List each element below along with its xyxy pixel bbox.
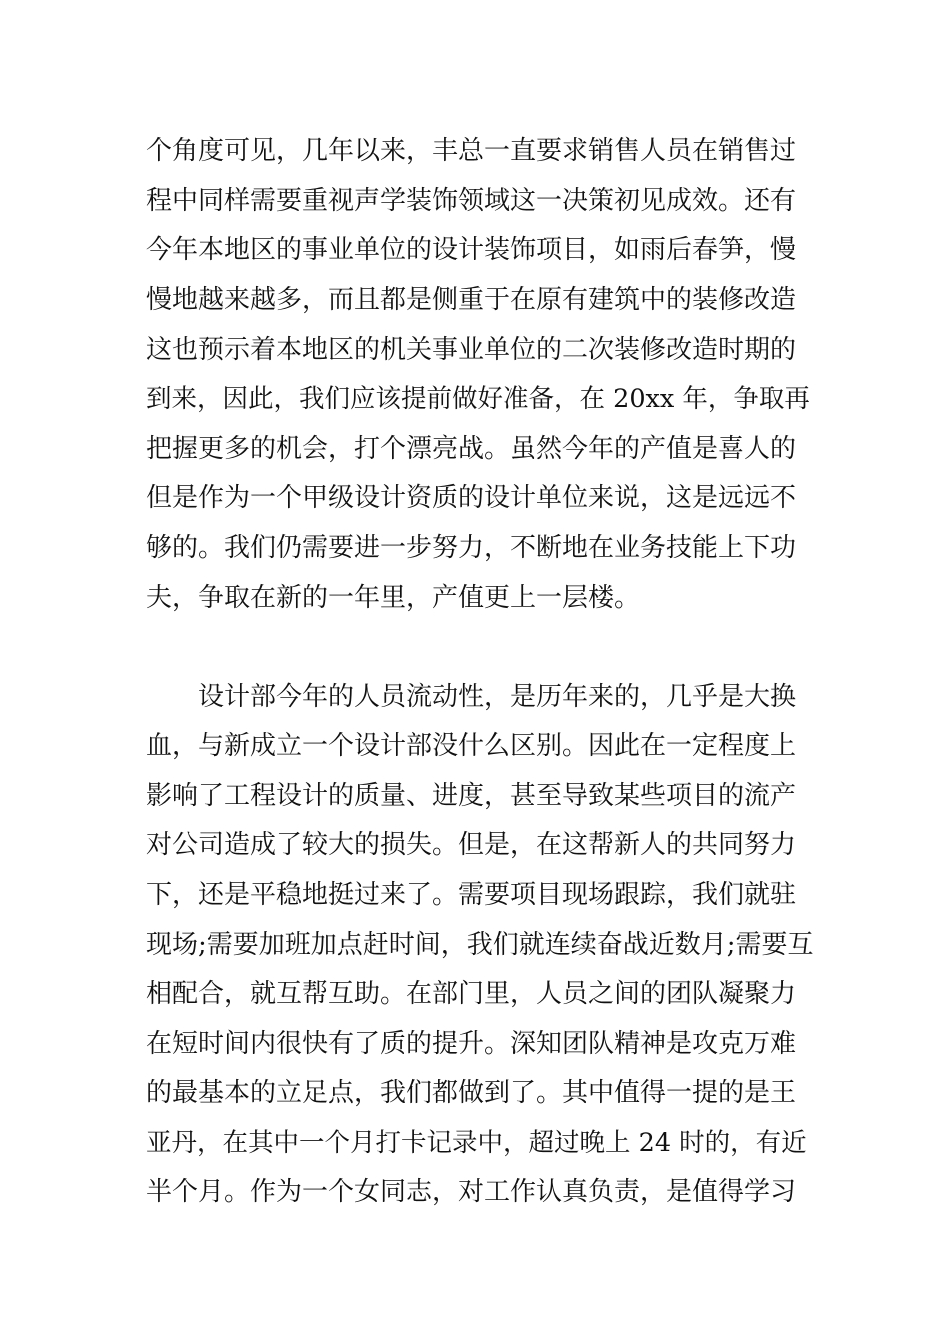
paragraph-1-line-1: 个角度可见，几年以来，丰总一直要求销售人员在销售过: [146, 136, 797, 166]
paragraph-1-line-5: 这也预示着本地区的机关事业单位的二次装修改造时期的: [146, 335, 797, 365]
paragraph-1-line-7: 把握更多的机会，打个漂亮战。虽然今年的产值是喜人的: [146, 434, 797, 464]
paragraph-1-line-8: 但是作为一个甲级设计资质的设计单位来说，这是远远不: [146, 483, 797, 513]
paragraph-2-line-1: 设计部今年的人员流动性，是历年来的，几乎是大换: [198, 682, 797, 712]
paragraph-1-line-2: 程中同样需要重视声学装饰领域这一决策初见成效。还有: [146, 186, 797, 216]
paragraph-1-line-3: 今年本地区的事业单位的设计装饰项目，如雨后春笋，慢: [146, 235, 797, 265]
paragraph-2-line-2: 血，与新成立一个设计部没什么区别。因此在一定程度上: [146, 731, 797, 761]
paragraph-2-line-6: 现场;需要加班加点赶时间，我们就连续奋战近数月;需要互: [146, 930, 814, 960]
paragraph-2-line-10: 亚丹，在其中一个月打卡记录中，超过晚上 24 时的，有近: [146, 1128, 807, 1158]
paragraph-1-line-10: 夫，争取在新的一年里，产值更上一层楼。: [146, 583, 641, 613]
paragraph-2-line-5: 下，还是平稳地挺过来了。需要项目现场跟踪，我们就驻: [146, 880, 797, 910]
paragraph-2-line-11: 半个月。作为一个女同志，对工作认真负责，是值得学习: [146, 1177, 797, 1207]
paragraph-1-line-6: 到来，因此，我们应该提前做好准备，在 20xx 年，争取再: [146, 384, 810, 414]
paragraph-2-line-9: 的最基本的立足点，我们都做到了。其中值得一提的是王: [146, 1078, 797, 1108]
paragraph-2-line-3: 影响了工程设计的质量、进度，甚至导致某些项目的流产: [146, 781, 797, 811]
paragraph-1-line-9: 够的。我们仍需要进一步努力，不断地在业务技能上下功: [146, 533, 797, 563]
paragraph-2-line-4: 对公司造成了较大的损失。但是，在这帮新人的共同努力: [146, 830, 797, 860]
paragraph-2-line-8: 在短时间内很快有了质的提升。深知团队精神是攻克万难: [146, 1029, 797, 1059]
paragraph-1-line-4: 慢地越来越多，而且都是侧重于在原有建筑中的装修改造: [146, 285, 797, 315]
paragraph-2-line-7: 相配合，就互帮互助。在部门里，人员之间的团队凝聚力: [146, 979, 797, 1009]
